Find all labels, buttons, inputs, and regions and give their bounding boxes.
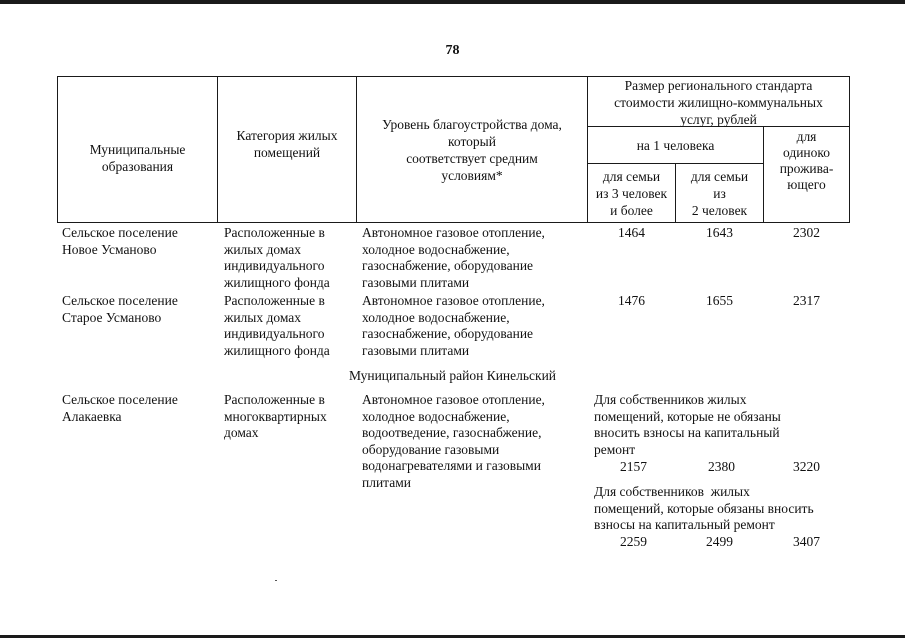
row-level-line: холодное водоснабжение,	[362, 309, 510, 325]
value-family3: 1464	[618, 225, 645, 240]
note-line: взносы на капитальный ремонт	[594, 517, 775, 532]
header-family2-line: 2 человек	[691, 203, 748, 218]
header-level-line: соответствует средним	[406, 151, 538, 166]
row-level-line: холодное водоснабжение,	[362, 408, 510, 424]
header-family2-line: из	[713, 186, 726, 201]
row-municipal-line: Сельское поселение	[62, 392, 178, 407]
page-number: 78	[445, 43, 460, 58]
row-level-line: газовыми плитами	[362, 274, 470, 290]
header-standard-line: Размер регионального стандарта	[624, 78, 813, 93]
header-level-line: который	[448, 134, 496, 149]
value-family2: 1643	[706, 225, 733, 240]
row-category-line: жилищного фонда	[224, 342, 330, 358]
row-municipal	[62, 293, 178, 326]
value-single: 2317	[793, 293, 820, 308]
row-level-line: Автономное газовое отопление,	[362, 225, 545, 240]
row-category	[224, 225, 330, 291]
row-municipal-line: Сельское поселение	[62, 293, 178, 308]
row-category	[224, 392, 327, 442]
header-municipal	[58, 141, 217, 175]
header-municipal-line: Муниципальные	[89, 142, 186, 157]
row-level-line: водонагревателями и газовыми	[362, 458, 541, 473]
header-level-line: условиям*	[441, 168, 503, 183]
row-category	[224, 293, 330, 359]
note-no-capital-repair	[594, 392, 781, 458]
header-family2-line: для семьи	[690, 169, 749, 184]
district-heading: Муниципальный район Кинельский	[348, 368, 557, 383]
value-family3: 2259	[620, 534, 647, 549]
row-category-line: жилищного фонда	[224, 274, 330, 290]
row-municipal-line: Старое Усманово	[62, 309, 162, 325]
row-municipal-line: Алакаевка	[62, 408, 122, 424]
row-municipal	[62, 225, 178, 258]
row-level-line: газовыми плитами	[362, 342, 470, 358]
header-family2	[676, 168, 763, 219]
note-line: помещений, которые обязаны вносить	[594, 500, 814, 516]
value-single: 2302	[793, 225, 820, 240]
row-level-line: плитами	[362, 474, 412, 490]
header-category-line: помещений	[253, 145, 321, 160]
note-line: Для собственников жилых	[594, 484, 750, 499]
row-level-line: газоснабжение, оборудование	[362, 326, 534, 341]
row-municipal-line: Новое Усманово	[62, 241, 157, 257]
row-level	[362, 293, 545, 359]
row-level	[362, 392, 545, 491]
note-capital-repair	[594, 484, 814, 534]
bottom-border-rule	[0, 635, 905, 638]
header-standard-line: услуг, рублей	[680, 112, 757, 127]
row-category-line: многоквартирных	[224, 408, 327, 424]
value-single: 3407	[793, 534, 820, 549]
row-municipal	[62, 392, 178, 425]
note-line: вносить взносы на капитальный	[594, 425, 780, 440]
scan-speck	[275, 580, 277, 581]
row-level-line: газоснабжение, оборудование	[362, 258, 534, 273]
header-standard	[588, 77, 849, 128]
row-level-line: оборудование газовыми	[362, 441, 500, 457]
value-family2: 2380	[708, 459, 735, 474]
row-category-line: индивидуального	[224, 326, 325, 341]
note-line: Для собственников жилых	[594, 392, 747, 407]
header-family3-line: из 3 человек	[595, 186, 668, 201]
row-level-line: Автономное газовое отопление,	[362, 392, 545, 407]
header-category-line: Категория жилых	[236, 128, 338, 143]
value-single: 3220	[793, 459, 820, 474]
header-right-border	[849, 76, 850, 223]
row-level-line: холодное водоснабжение,	[362, 241, 510, 257]
header-category	[218, 127, 356, 161]
row-category-line: жилых домах	[224, 241, 302, 257]
row-category-line: индивидуального	[224, 258, 325, 273]
row-category-line: Расположенные в	[224, 293, 325, 308]
header-level	[357, 116, 587, 184]
header-single-line: для	[796, 129, 817, 144]
row-category-line: домах	[224, 425, 259, 440]
value-family3: 2157	[620, 459, 647, 474]
header-level-line: Уровень благоустройства дома,	[382, 117, 562, 132]
note-line: помещений, которые не обязаны	[594, 408, 781, 424]
header-single-line: одиноко	[782, 145, 831, 160]
header-single-line: ющего	[787, 177, 826, 192]
row-level-line: водоотведение, газоснабжение,	[362, 425, 542, 440]
row-category-line: Расположенные в	[224, 392, 325, 407]
row-municipal-line: Сельское поселение	[62, 225, 178, 240]
header-family3-line: для семьи	[602, 169, 661, 184]
header-bottom-line	[57, 222, 850, 223]
header-family3-line: и более	[610, 203, 653, 218]
value-family2: 2499	[706, 534, 733, 549]
header-per-person: на 1 человека	[636, 138, 715, 153]
value-family3: 1476	[618, 293, 645, 308]
header-standard-line: стоимости жилищно-коммунальных	[614, 95, 823, 110]
note-line: ремонт	[594, 441, 636, 457]
row-category-line: Расположенные в	[224, 225, 325, 240]
top-border-rule	[0, 0, 905, 4]
row-level	[362, 225, 545, 291]
value-family2: 1655	[706, 293, 733, 308]
row-level-line: Автономное газовое отопление,	[362, 293, 545, 308]
header-single	[764, 129, 849, 193]
header-family3	[588, 168, 675, 219]
header-single-line: прожива-	[779, 161, 834, 176]
row-category-line: жилых домах	[224, 309, 302, 325]
header-municipal-line: образования	[101, 159, 174, 174]
